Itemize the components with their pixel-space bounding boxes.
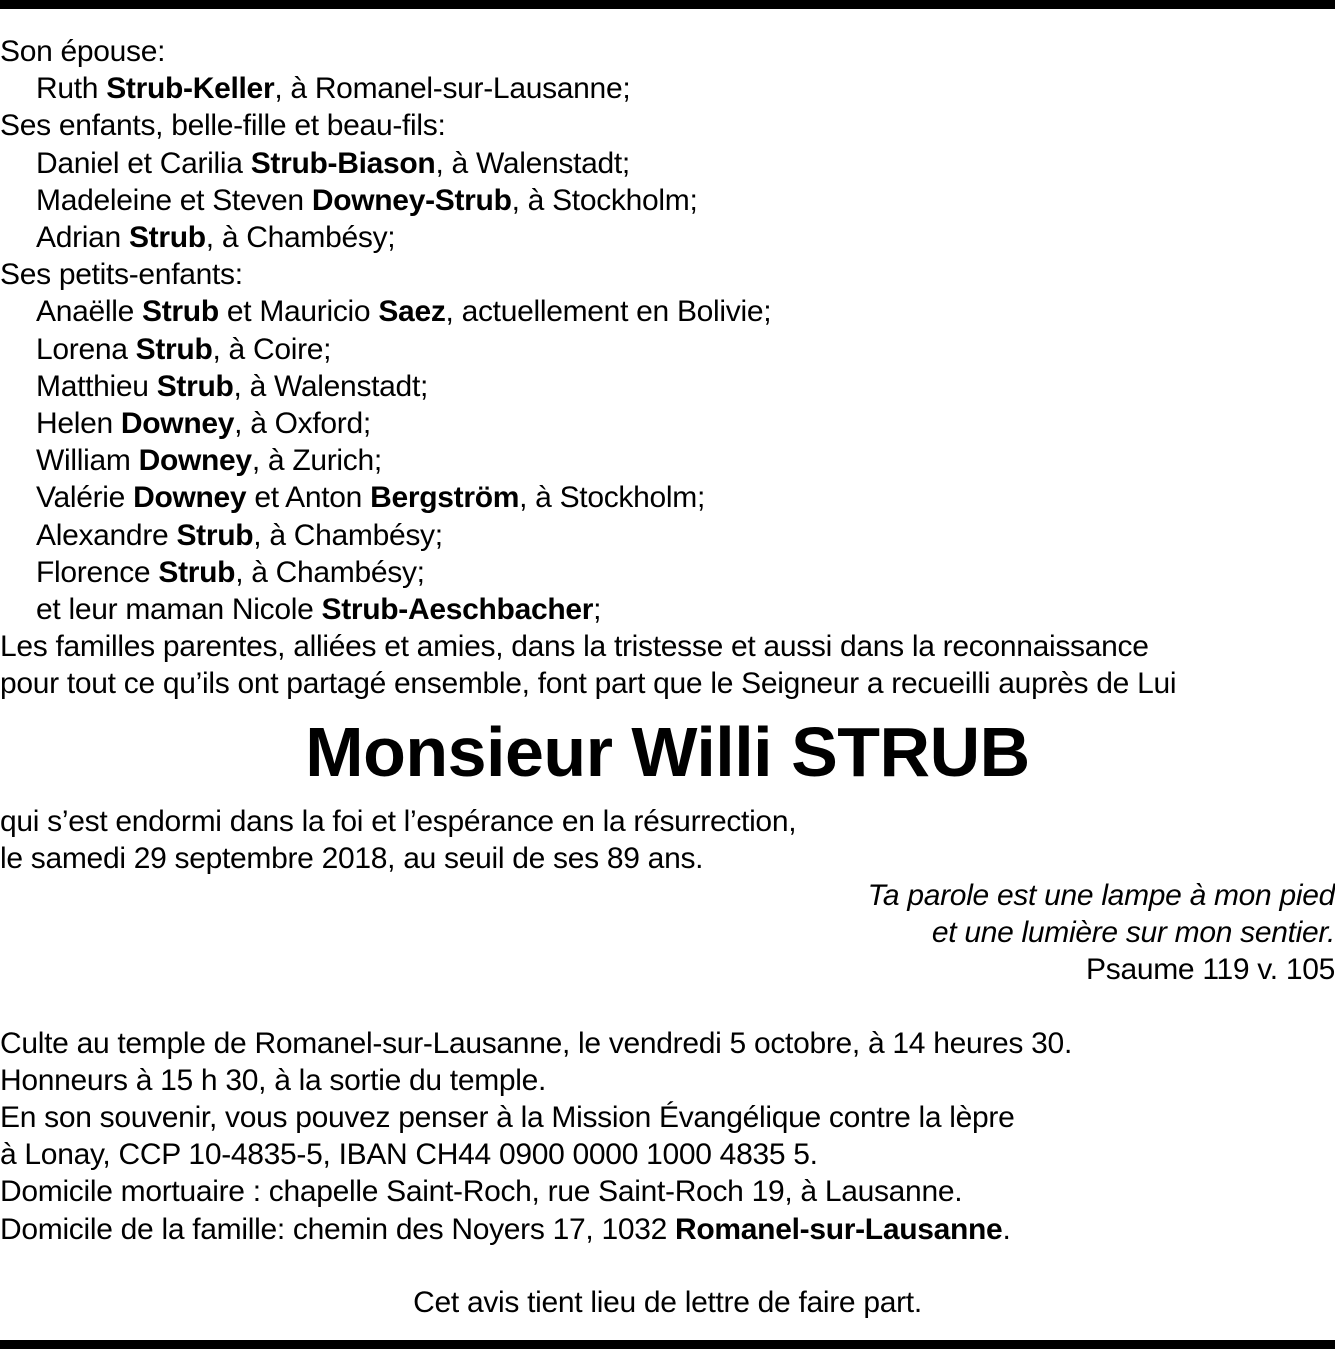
verse-reference: Psaume 119 v. 105 <box>1086 953 1335 987</box>
obituary-notice <box>0 32 1335 1321</box>
top-border-rule <box>0 0 1335 9</box>
spouse-heading: Son épouse: <box>0 35 166 68</box>
spacer <box>0 1248 1335 1284</box>
family-home: Domicile de la famille: chemin des Noyers 17, 1032 Romanel-sur-Lausanne. <box>0 1212 1011 1246</box>
child-entry: Adrian Strub, à Chambésy; <box>36 221 396 255</box>
bible-verse: Ta parole est une lampe à mon pied <box>867 879 1335 913</box>
service-info: Domicile mortuaire : chapelle Saint-Roch, rue Saint-Roch 19, à Lausanne. <box>0 1175 963 1209</box>
families-text: pour tout ce qu’ils ont partagé ensemble, font part que le Seigneur a recueilli auprès de Lui <box>0 667 1177 701</box>
service-info: à Lonay, CCP 10-4835-5, IBAN CH44 0900 0000 1000 4835 5. <box>0 1138 818 1172</box>
service-info: En son souvenir, vous pouvez penser à la Mission Évangélique contre la lèpre <box>0 1101 1015 1135</box>
bible-verse: et une lumière sur mon sentier. <box>931 916 1335 950</box>
death-info: le samedi 29 septembre 2018, au seuil de ses 89 ans. <box>0 841 704 875</box>
spacer <box>0 989 1335 1025</box>
footer-note: Cet avis tient lieu de lettre de faire part. <box>413 1285 922 1319</box>
grandchild-entry: William Downey, à Zurich; <box>36 444 382 478</box>
service-info: Culte au temple de Romanel-sur-Lausanne, le vendredi 5 octobre, à 14 heures 30. <box>0 1026 1072 1060</box>
spouse-entry: Ruth Strub-Keller, à Romanel-sur-Lausanne; <box>36 72 631 106</box>
grandchild-entry: et leur maman Nicole Strub-Aeschbacher; <box>36 593 602 627</box>
grandchild-entry: Matthieu Strub, à Walenstadt; <box>36 369 429 403</box>
grandchild-entry: Anaëlle Strub et Mauricio Saez, actuellement en Bolivie; <box>36 295 772 329</box>
grandchild-entry: Florence Strub, à Chambésy; <box>36 555 425 589</box>
grandchildren-heading: Ses petits-enfants: <box>0 258 243 292</box>
children-heading: Ses enfants, belle-fille et beau-fils: <box>0 109 446 143</box>
service-info: Honneurs à 15 h 30, à la sortie du temple. <box>0 1063 547 1097</box>
child-entry: Daniel et Carilia Strub-Biason, à Walenstadt; <box>36 146 630 180</box>
grandchild-entry: Valérie Downey et Anton Bergström, à Stockholm; <box>36 481 705 515</box>
grandchild-entry: Alexandre Strub, à Chambésy; <box>36 518 443 552</box>
deceased-name: Monsieur Willi STRUB <box>305 712 1030 791</box>
grandchild-entry: Lorena Strub, à Coire; <box>36 332 332 366</box>
child-entry: Madeleine et Steven Downey-Strub, à Stockholm; <box>36 183 698 217</box>
bottom-border-rule <box>0 1340 1335 1349</box>
families-text: Les familles parentes, alliées et amies, dans la tristesse et aussi dans la reconnaissance <box>0 630 1149 664</box>
death-info: qui s’est endormi dans la foi et l’espérance en la résurrection, <box>0 804 797 838</box>
grandchild-entry: Helen Downey, à Oxford; <box>36 407 371 441</box>
